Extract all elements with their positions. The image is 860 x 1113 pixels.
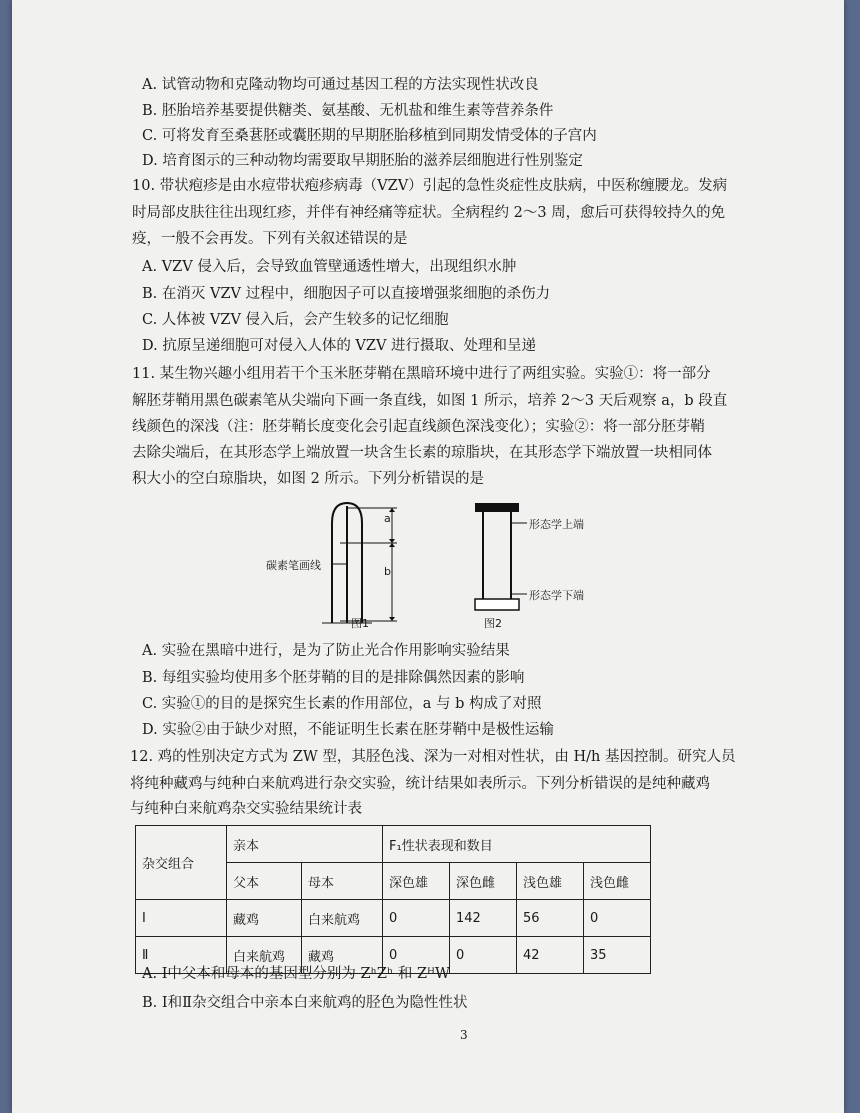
q9-option-d: D. 培育图示的三种动物均需要取早期胚胎的滋养层细胞进行性别鉴定 (142, 153, 583, 169)
q10-stem-line: 时局部皮肤往往出现红疹，并伴有神经痛等症状。全病程约 2～3 周，愈后可获得较持久的免 (132, 205, 726, 221)
header-father: 父本 (227, 863, 302, 900)
q11-option-d: D. 实验②由于缺少对照，不能证明生长素在胚芽鞘中是极性运输 (142, 722, 554, 738)
row-mother: 藏鸡 (302, 937, 383, 974)
q9-option-c: C. 可将发育至桑葚胚或囊胚期的早期胚胎移植到同期发情受体的子宫内 (142, 128, 597, 144)
q12-stem-line: 将纯种藏鸡与纯种白来航鸡进行杂交实验，统计结果如表所示。下列分析错误的是纯种藏鸡 (130, 776, 710, 792)
q11-option-c: C. 实验①的目的是探究生长素的作用部位，a 与 b 构成了对照 (142, 696, 542, 712)
header-mother: 母本 (302, 863, 383, 900)
exam-page (12, 0, 844, 1113)
q11-stem-line: 积大小的空白琼脂块，如图 2 所示。下列分析错误的是 (132, 471, 484, 487)
row-value: 42 (517, 937, 584, 974)
q10-option-c: C. 人体被 VZV 侵入后，会产生较多的记忆细胞 (142, 312, 449, 328)
header-parents: 亲本 (227, 826, 383, 863)
row-value: 142 (450, 900, 517, 937)
q11-option-a: A. 实验在黑暗中进行，是为了防止光合作用影响实验结果 (142, 643, 510, 659)
label-a: a (384, 512, 391, 525)
header-col: 深色雄 (383, 863, 450, 900)
header-col: 深色雌 (450, 863, 517, 900)
q9-option-b: B. 胚胎培养基要提供糖类、氨基酸、无机盐和维生素等营养条件 (142, 103, 554, 119)
row-value: 0 (584, 900, 651, 937)
row-value: 56 (517, 900, 584, 937)
bottom-end-label: 形态学下端 (529, 589, 584, 602)
cross-result-table (135, 825, 651, 974)
header-col: 浅色雄 (517, 863, 584, 900)
q10-stem-line: 10. 带状疱疹是由水痘带状疱疹病毒（VZV）引起的急性炎症性皮肤病，中医称缠腰龙。发病 (132, 178, 728, 194)
q10-stem-line: 疫，一般不会再发。下列有关叙述错误的是 (132, 231, 408, 247)
row-father: 白来航鸡 (227, 937, 302, 974)
q12-stem-line: 12. 鸡的性别决定方式为 ZW 型，其胫色浅、深为一对相对性状，由 H/h 基因控制。研究人员 (130, 749, 736, 765)
header-col: 浅色雌 (584, 863, 651, 900)
row-value: 0 (450, 937, 517, 974)
q10-option-d: D. 抗原呈递细胞可对侵入人体的 VZV 进行摄取、处理和呈递 (142, 338, 537, 354)
header-group: 杂交组合 (136, 826, 227, 900)
row-value: 0 (383, 937, 450, 974)
table-header-row (136, 826, 651, 863)
q10-option-b: B. 在消灭 VZV 过程中，细胞因子可以直接增强浆细胞的杀伤力 (142, 286, 551, 302)
row-mother: 白来航鸡 (302, 900, 383, 937)
table-row (136, 900, 651, 937)
q11-stem-line: 线颜色的深浅（注：胚芽鞘长度变化会引起直线颜色深浅变化）；实验②：将一部分胚芽鞘 (132, 419, 705, 435)
row-father: 藏鸡 (227, 900, 302, 937)
row-value: 0 (383, 900, 450, 937)
fig2-caption: 图2 (484, 617, 502, 630)
q11-option-b: B. 每组实验均使用多个胚芽鞘的目的是排除偶然因素的影响 (142, 670, 525, 686)
q12-option-b: B. Ⅰ和Ⅱ杂交组合中亲本白来航鸡的胫色为隐性性状 (142, 995, 468, 1011)
agar-block-with-auxin (475, 503, 519, 512)
q12-option-a: A. Ⅰ中父本和母本的基因型分别为 ZʰZʰ 和 ZᴴW (142, 966, 450, 982)
q11-stem-line: 解胚芽鞘用黑色碳素笔从尖端向下画一条直线，如图 1 所示，培养 2～3 天后观察 a，b 段直 (132, 393, 728, 409)
q10-option-a: A. VZV 侵入后，会导致血管壁通透性增大，出现组织水肿 (142, 259, 517, 275)
row-value: 35 (584, 937, 651, 974)
header-f1: F₁性状表现和数目 (383, 826, 651, 863)
q11-stem-line: 11. 某生物兴趣小组用若干个玉米胚芽鞘在黑暗环境中进行了两组实验。实验①：将一部分 (132, 366, 711, 382)
q11-stem-line: 去除尖端后，在其形态学上端放置一块含生长素的琼脂块，在其形态学下端放置一块相同体 (132, 445, 712, 461)
fig1-caption: 图1 (351, 617, 369, 630)
label-b: b (384, 565, 391, 578)
blank-agar-block (475, 599, 519, 610)
row-group: Ⅰ (136, 900, 227, 937)
top-end-label: 形态学上端 (529, 518, 584, 531)
row-group: Ⅱ (136, 937, 227, 974)
pen-line-label: 碳素笔画线 (266, 559, 321, 572)
q12-table-title: 与纯种白来航鸡杂交实验结果统计表 (130, 801, 362, 817)
page-number: 3 (460, 1028, 468, 1042)
q9-option-a: A. 试管动物和克隆动物均可通过基因工程的方法实现性状改良 (142, 77, 539, 93)
